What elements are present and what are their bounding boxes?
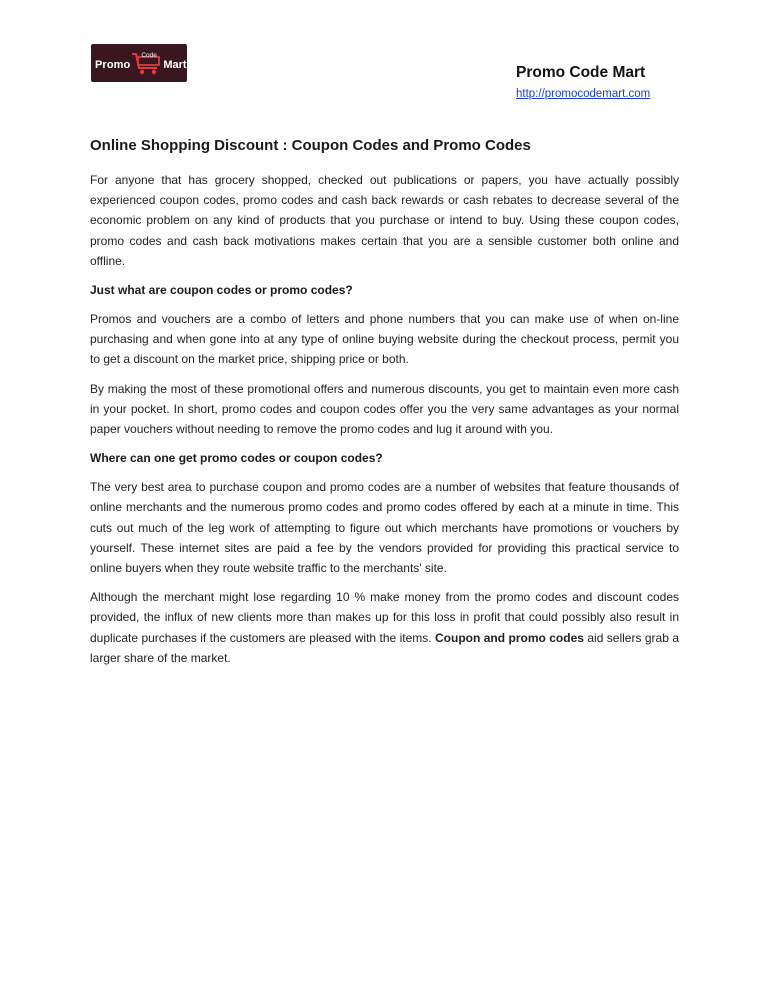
brand-name: Promo Code Mart bbox=[516, 64, 646, 81]
logo-word-code: Code bbox=[141, 52, 157, 59]
logo-word-mart: Mart bbox=[163, 59, 187, 71]
article-body bbox=[90, 136, 679, 677]
paragraph-definition: Promos and vouchers are a combo of letters and phone numbers that you can make use of when on-line purchasing and when gone into at any type of online buying website during the checkout process, permit you to get a discount on the market price, shipping price or both. bbox=[90, 312, 679, 367]
page-title: Online Shopping Discount : Coupon Codes and Promo Codes bbox=[90, 137, 531, 154]
paragraph-merchants-text-start: Although the merchant might lose regarding 10 % make money from the promo codes and discount codes provided, the influx of new clients more than makes up for this loss in profit that could possibly also result in duplicate purchases if the customers are pleased with the items. bbox=[90, 590, 679, 645]
logo-word-promo: Promo bbox=[95, 59, 131, 71]
brand-url-link[interactable]: http://promocodemart.com bbox=[516, 88, 651, 100]
paragraph-merchants-bold: Coupon and promo codes bbox=[435, 630, 584, 645]
section-heading-where: Where can one get promo codes or coupon codes? bbox=[90, 451, 383, 466]
cart-icon bbox=[131, 48, 163, 78]
paragraph-benefits: By making the most of these promotional offers and numerous discounts, you get to maintain even more cash in your pocket. In short, promo codes and coupon codes offer you the very same advantages as your normal paper vouchers without needing to remove the promo codes and lug it around with you. bbox=[90, 381, 679, 437]
intro-paragraph: For anyone that has grocery shopped, checked out publications or papers, you have actually possibly experienced coupon codes, promo codes and cash back rewards or cash rebates to decrease several of the economic problem on any kind of products that you purchase or intend to buy. Using these coupon codes, promo codes and cash back motivations makes certain that you are a sensible customer both online and offline. bbox=[90, 173, 679, 268]
paragraph-sources: The very best area to purchase coupon and promo codes are a number of websites that feature thousands of online merchants and the numerous promo codes and promo codes offered by each at a minute in time. This cuts out much of the leg work of attempting to figure out which merchants have promotions or vouchers by yourself. These internet sites are paid a fee by the vendors provided for providing this practical service to online buyers when they route website traffic to the merchants' site. bbox=[90, 480, 679, 576]
paragraph-merchants bbox=[90, 587, 679, 668]
paragraph-merchants-text-end: aid sellers grab a larger share of the market. bbox=[90, 630, 679, 665]
section-heading-what: Just what are coupon codes or promo codes? bbox=[90, 283, 353, 298]
brand-logo bbox=[91, 44, 187, 82]
